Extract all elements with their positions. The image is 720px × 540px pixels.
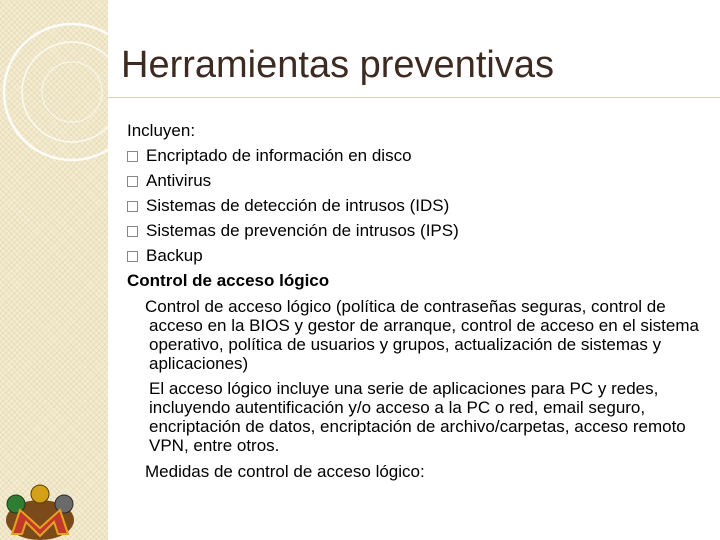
intro-text: Incluyen: (127, 121, 196, 140)
checkbox-bullet-icon (127, 201, 138, 212)
bullet-text: Sistemas de detección de intrusos (IDS) (146, 196, 450, 215)
checkbox-bullet-icon (127, 251, 138, 262)
bullet-text: Antivirus (146, 171, 212, 190)
list-item (127, 243, 707, 268)
closing-line: Medidas de control de acceso lógico: (145, 462, 425, 481)
checkbox-bullet-icon (127, 226, 138, 237)
paragraph-control-acceso: Control de acceso lógico (política de contraseñas seguras, control de acceso en la BIOS y gestor de arranque, control de acceso en el sistema operativo, política de usuarios y grupos, actualización de sistemas y aplicaciones) (145, 297, 699, 373)
list-item (127, 168, 707, 193)
checkbox-bullet-icon (127, 151, 138, 162)
bullet-text: Sistemas de prevención de intrusos (IPS) (146, 221, 459, 240)
list-item (127, 218, 707, 243)
m-emblem-logo (2, 484, 78, 540)
list-item (127, 143, 707, 168)
checkbox-bullet-icon (127, 176, 138, 187)
side-decorative-strip (0, 0, 108, 540)
list-item (127, 193, 707, 218)
title-divider (108, 97, 720, 98)
bullet-text: Encriptado de información en disco (146, 146, 412, 165)
slide-content (127, 118, 707, 484)
section-heading: Control de acceso lógico (127, 271, 330, 290)
paragraph-acceso-logico: El acceso lógico incluye una serie de aplicaciones para PC y redes, incluyendo autentificación y/o acceso a la PC o red, email seguro, encriptación de datos, encriptación de archivo/carpetas, acceso remoto VPN, entre otros. (149, 379, 686, 455)
slide-title: Herramientas preventivas (121, 44, 554, 86)
bullet-text: Backup (146, 246, 203, 265)
